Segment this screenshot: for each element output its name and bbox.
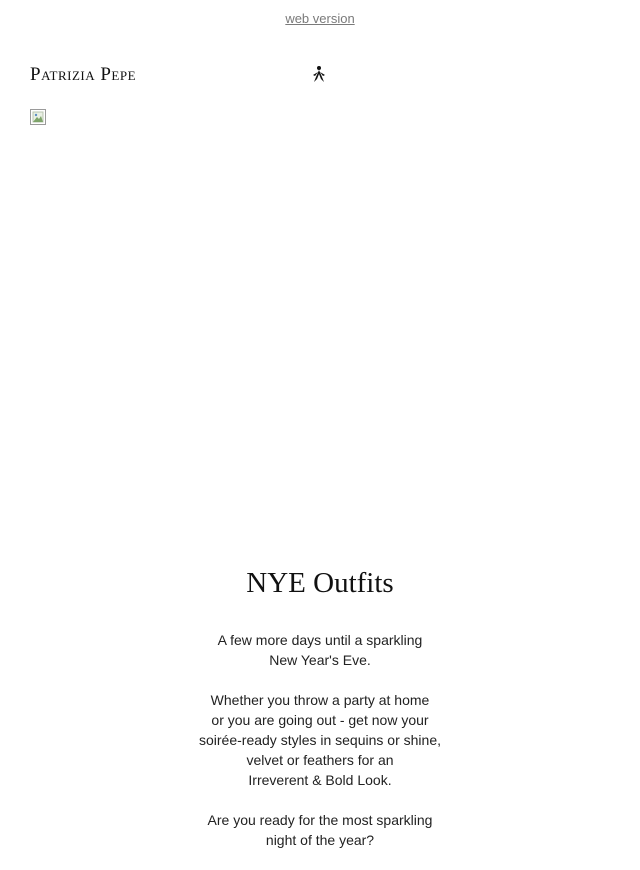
- brand-logo[interactable]: Patrizia Pepe: [30, 64, 137, 85]
- text-line: Irreverent & Bold Look.: [248, 772, 392, 788]
- paragraph: [0, 690, 640, 790]
- text-line: velvet or feathers for an: [246, 752, 394, 768]
- text-line: Whether you throw a party at home: [210, 692, 430, 708]
- text-line: night of the year?: [265, 832, 375, 848]
- text-line: Are you ready for the most sparkling: [207, 812, 433, 828]
- text-line: A few more days until a sparkling: [217, 632, 423, 648]
- web-version-link[interactable]: web version: [285, 11, 355, 26]
- text-line: New Year's Eve.: [269, 652, 371, 668]
- fly-icon[interactable]: [312, 65, 326, 83]
- web-version-bar: [0, 11, 640, 27]
- paragraph: [0, 630, 640, 670]
- page-title: NYE Outfits: [246, 567, 394, 599]
- paragraph: [0, 810, 640, 850]
- broken-image-icon: [30, 109, 46, 125]
- hero-image[interactable]: [30, 109, 610, 539]
- body-text: [0, 630, 640, 870]
- email-header: [30, 62, 610, 88]
- text-line: soirée-ready styles in sequins or shine,: [198, 732, 441, 748]
- text-line: or you are going out - get now your: [211, 712, 429, 728]
